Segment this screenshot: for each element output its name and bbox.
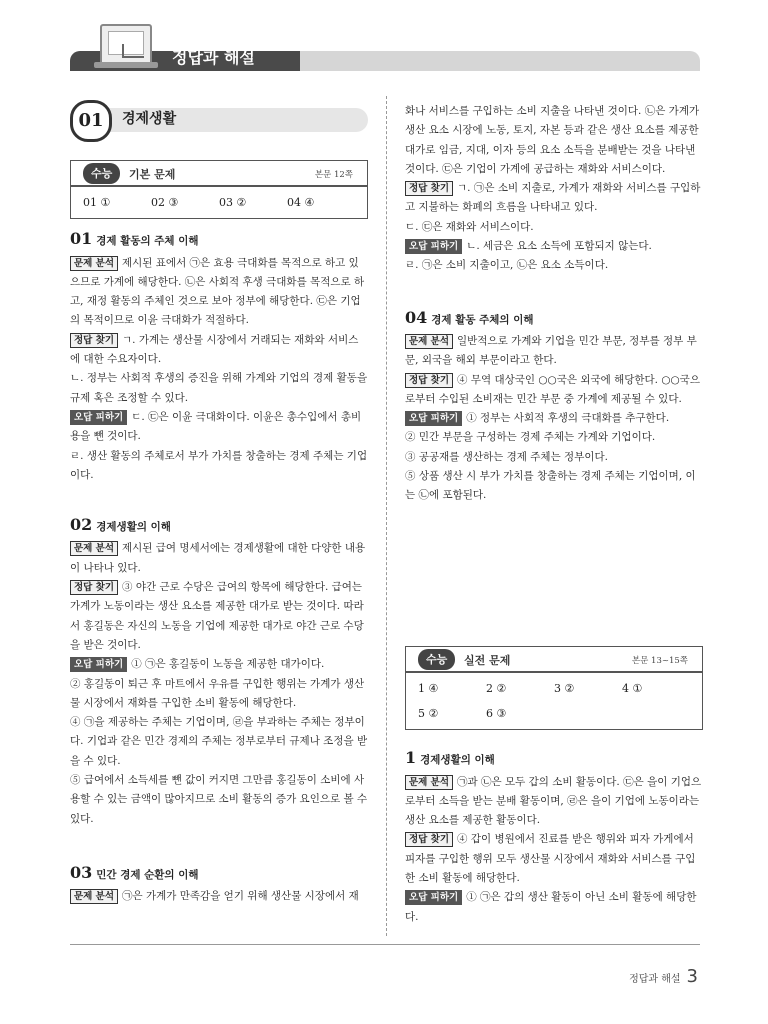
answer-item: 4 ①	[622, 681, 643, 695]
real-box-title: 실전 문제	[464, 653, 511, 667]
answer-text: 정답 찾기 ㄱ. 가계는 생산물 시장에서 거래되는 재화와 서비스에 대한 수요자이다.	[70, 333, 359, 366]
chapter-title: 경제생활	[122, 111, 177, 127]
suneung-badge: 수능	[83, 163, 120, 184]
answer-item: 1 ④	[418, 681, 439, 695]
answer-item: 2 ②	[486, 681, 507, 695]
basic-answer-box	[70, 160, 368, 219]
wrong-text: 오답 피하기 ① ㉠은 갑의 생산 활동이 아닌 소비 활동에 해당한다.	[405, 891, 697, 923]
wrong-text-4: ⑤ 급여에서 소득세를 뺀 값이 커지면 그만큼 홍길동이 소비에 사용할 수 있는 금액이 많아지므로 소비 활동의 증가 요인으로 볼 수 있다.	[70, 774, 368, 825]
footer-line	[70, 944, 700, 945]
right-column	[405, 96, 703, 927]
wrong-text-3: ③ 공공재를 생산하는 경제 주체는 정부이다.	[405, 450, 608, 463]
question-heading: 04 경제 활동 주체의 이해	[405, 307, 534, 327]
header-title: 정답과 해설	[172, 48, 255, 67]
question-heading: 02 경제생활의 이해	[70, 515, 171, 535]
answer-text: 정답 찾기 ④ 무역 대상국인 ○○국은 외국에 해당한다. ○○국으로부터 수입된 소비재는 민간 부문 중 가계에 제공될 수 있다.	[405, 373, 700, 405]
question-heading: 01 경제 활동의 주체 이해	[70, 229, 199, 249]
chapter-number: 01	[70, 100, 112, 142]
answer-item: 01 ①	[83, 196, 111, 209]
answer-item: 3 ②	[554, 681, 575, 695]
real-box-ref: 본문 13~15쪽	[631, 655, 688, 666]
analysis-text: 문제 분석 제시된 급여 명세서에는 경제생활에 대한 다양한 내용이 나타나 있다.	[70, 542, 366, 574]
footer-label: 정답과 해설	[629, 974, 681, 985]
answer-item: 03 ②	[219, 196, 247, 209]
answer-text: 정답 찾기 ㄱ. ㉠은 소비 지출로, 가계가 재화와 서비스를 구입하고 지불하는 화폐의 흐름을 나타내고 있다.	[405, 182, 701, 214]
analysis-text: 문제 분석 ㉠은 가계가 만족감을 얻기 위해 생산물 시장에서 재	[70, 887, 368, 906]
real-answers-row-2	[406, 698, 702, 729]
real-answer-box	[405, 646, 703, 731]
suneung-badge: 수능	[418, 649, 455, 670]
analysis-text: 문제 분석 일반적으로 가계와 기업을 민간 부문, 정부를 정부 부문, 외국을 해외 부문이라고 한다.	[405, 334, 697, 367]
answer-item: 04 ④	[287, 196, 315, 209]
real-answers-row-1	[406, 673, 702, 698]
answer-text-2: ㄴ. 정부는 사회적 후생의 증진을 위해 가계와 기업의 경제 활동을 규제 혹은 조정할 수 있다.	[70, 372, 368, 404]
wrong-text-2: ② 민간 부문을 구성하는 경제 주체는 가계와 기업이다.	[405, 431, 656, 444]
chapter-heading	[70, 96, 368, 146]
basic-box-header	[71, 161, 367, 187]
question-heading: 03 민간 경제 순환의 이해	[70, 862, 199, 882]
real-box-header	[406, 647, 702, 673]
wrong-text-2: ② 홍길동이 퇴근 후 마트에서 우유를 구입한 행위는 가계가 생산물 시장에서 재화를 구입한 소비 활동에 해당한다.	[70, 677, 365, 709]
monitor-chart-icon	[100, 24, 152, 66]
answer-text-2: ㄷ. ㉢은 재화와 서비스이다.	[405, 220, 534, 233]
column-divider	[386, 96, 387, 936]
wrong-text: 오답 피하기 ① 정부는 사회적 후생의 극대화를 추구한다.	[405, 409, 703, 428]
basic-answers	[71, 187, 367, 218]
left-column	[70, 96, 368, 907]
footer	[629, 966, 698, 987]
answer-item: 02 ③	[151, 196, 179, 209]
analysis-text: 문제 분석 제시된 표에서 ㉠은 효용 극대화를 목적으로 하고 있으므로 가계에 해당한다. ㉡은 사회적 후생 극대화를 목적으로 하고, 재정 활동의 주체인 것으로 보아 정부에 해당한다. ㉢은 기업의 목적이므로 이윤 극대화가 적절하다.	[70, 256, 365, 327]
wrong-text-3: ④ ㉠을 제공하는 주체는 기업이며, ㉣을 부과하는 주체는 정부이다. 기업과 같은 민간 경제의 주체는 정부로부터 규제나 조정을 받을 수 있다.	[70, 716, 368, 767]
wrong-text: 오답 피하기 ㄷ. ㉢은 이윤 극대화이다. 이윤은 총수입에서 총비용을 뺀 것이다.	[70, 410, 362, 443]
question-heading: 1 경제생활의 이해	[405, 748, 495, 768]
page-number: 3	[686, 966, 698, 987]
answer-item: 6 ③	[486, 706, 507, 720]
wrong-text: 오답 피하기 ① ㉠은 홍길동이 노동을 제공한 대가이다.	[70, 655, 368, 674]
analysis-text: 문제 분석 ㉠과 ㉡은 모두 갑의 소비 활동이다. ㉢은 을이 기업으로부터 소득을 받는 분배 활동이며, ㉣은 을이 기업에 노동이라는 생산 요소를 제공한 활동이다.	[405, 775, 702, 827]
wrong-text: 오답 피하기 ㄴ. 세금은 요소 소득에 포함되지 않는다.	[405, 237, 703, 256]
wrong-text-2: ㄹ. 생산 활동의 주체로서 부가 가치를 창출하는 경제 주체는 기업이다.	[70, 449, 368, 481]
continued-text: 화나 서비스를 구입하는 소비 지출을 나타낸 것이다. ㉡은 가계가 생산 요소 시장에 노동, 토지, 자본 등과 같은 생산 요소를 제공한 대가로 임금, 지대, 이자 등의 요소 소득을 분배받는 것을 나타낸 것이다. ㉢은 기업이 가계에 공급하는 재화와 서비스이다.	[405, 105, 700, 175]
wrong-text-2: ㄹ. ㉠은 소비 지출이고, ㉡은 요소 소득이다.	[405, 259, 609, 272]
wrong-text-4: ⑤ 상품 생산 시 부가 가치를 창출하는 경제 주체는 기업이며, 이는 ㉡에 포함된다.	[405, 470, 696, 502]
answer-text: 정답 찾기 ③ 야간 근로 수당은 급여의 항목에 해당한다. 급여는 가계가 노동이라는 생산 요소를 제공한 대가로 받는 것이다. 따라서 홍길동은 자신의 노동을 기업에 제공한 대가로 야간 근로 수당을 받은 것이다.	[70, 581, 364, 651]
answer-text: 정답 찾기 ④ 갑이 병원에서 진료를 받은 행위와 피자 가게에서 피자를 구입한 행위 모두 생산물 시장에서 재화와 서비스를 구입한 소비 활동에 해당한다.	[405, 833, 696, 885]
basic-box-title: 기본 문제	[129, 168, 176, 181]
basic-box-ref: 본문 12쪽	[314, 170, 353, 180]
answer-item: 5 ②	[418, 706, 439, 720]
